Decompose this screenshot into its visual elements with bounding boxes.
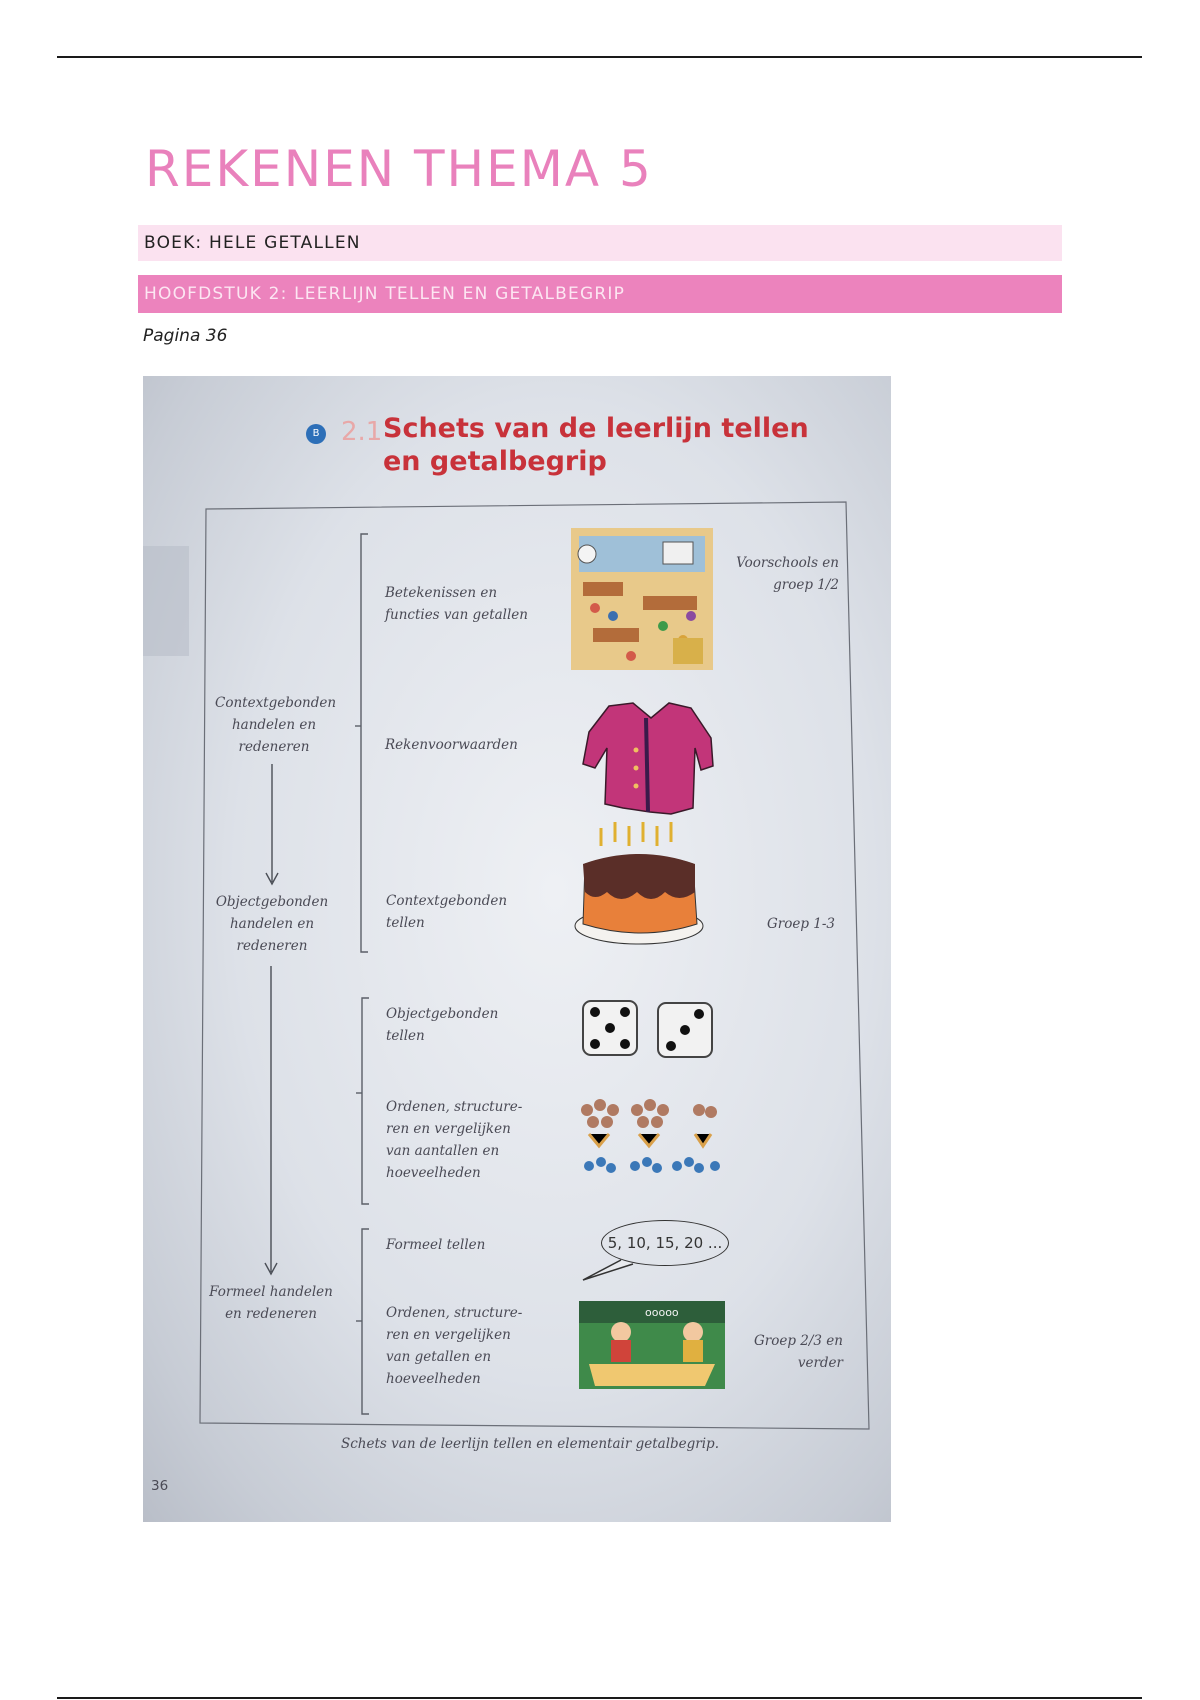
textbook-photo <box>143 376 891 1522</box>
section-title: Schets van de leerlijn tellen en getalbegrip <box>383 413 809 477</box>
boek-heading: BOEK: HELE GETALLEN <box>138 225 1062 261</box>
dice-illustration <box>583 1001 712 1057</box>
bottom-rule <box>57 1697 1142 1699</box>
right-label-groep-2-3: Groep 2/3 en verder <box>754 1333 843 1371</box>
mid-label-betekenissen: Betekenissen en functies van getallen <box>385 585 528 623</box>
left-label-object: Objectgebonden handelen en redeneren <box>215 894 329 954</box>
top-rule <box>57 56 1142 58</box>
hoofdstuk-heading: HOOFDSTUK 2: LEERLIJN TELLEN EN GETALBEGRIP <box>138 275 1062 313</box>
right-label-voorschools: Voorschools en groep 1/2 <box>736 555 839 593</box>
left-label-context: Contextgebonden handelen en redeneren <box>215 695 337 755</box>
mid-label-ordenen-getallen: Ordenen, structure- ren en vergelijken van getallen en hoeveelheden <box>386 1305 523 1387</box>
cake-illustration <box>575 822 703 944</box>
svg-text:ooooo: ooooo <box>645 1306 679 1319</box>
right-label-groep-1-3: Groep 1-3 <box>766 916 835 932</box>
book-page-number: 36 <box>151 1478 169 1494</box>
classroom-illustration <box>571 528 713 670</box>
page-title: REKENEN THEMA 5 <box>145 140 653 198</box>
page-reference: Pagina 36 <box>143 326 228 346</box>
mid-label-rekenvoorwaarden: Rekenvoorwaarden <box>385 737 518 753</box>
speech-bubble: 5, 10, 15, 20 ... <box>601 1220 729 1266</box>
section-badge-icon: B <box>306 424 326 444</box>
mid-label-object-tellen: Objectgebonden tellen <box>386 1006 499 1044</box>
counting-groups-illustration <box>581 1099 720 1173</box>
left-label-formal: Formeel handelen en redeneren <box>209 1284 333 1322</box>
figure-caption: Schets van de leerlijn tellen en elementair getalbegrip. <box>341 1436 719 1452</box>
jacket-illustration <box>583 703 713 814</box>
mid-label-formeel-tellen: Formeel tellen <box>386 1237 486 1253</box>
mid-label-ordenen-aantallen: Ordenen, structure- ren en vergelijken van aantallen en hoeveelheden <box>386 1099 523 1181</box>
section-number: 2.1 <box>341 417 383 447</box>
mid-label-context-tellen: Contextgebonden tellen <box>386 893 508 931</box>
